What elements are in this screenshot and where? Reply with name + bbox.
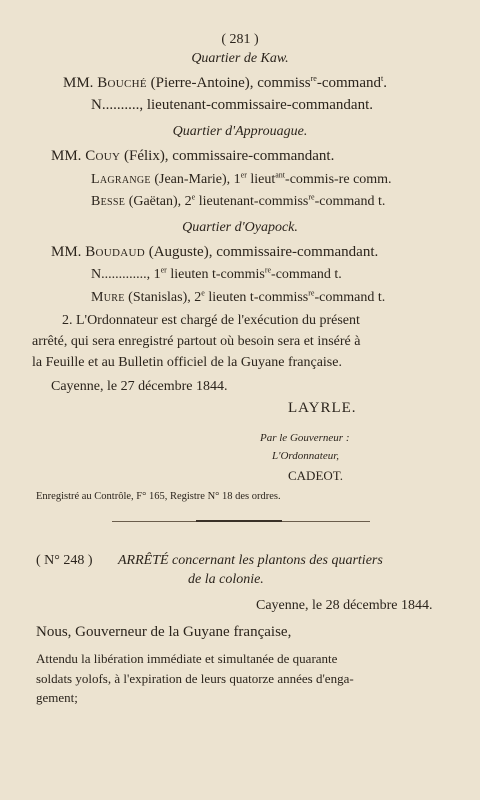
registration-note: Enregistré au Contrôle, F° 165, Registre N° 18 des ordres. <box>36 491 281 502</box>
section-heading-kaw: Quartier de Kaw. <box>191 51 289 66</box>
entry-bouche: MM. Bouché (Pierre-Antoine), commiss$^{re}$-command$^t$. <box>63 74 387 91</box>
separator-rule-center <box>196 520 282 522</box>
section-heading-approuague: Quartier d'Approuague. <box>172 124 308 139</box>
par-le-gouverneur: Par le Gouverneur : <box>260 432 350 444</box>
entry-oyapock-lieutenant: N............., 1er lieuten t-commis$^{re}$-command t. <box>91 265 342 282</box>
date-27-december: Cayenne, le 27 décembre 1844. <box>51 379 228 394</box>
attendu-line-3: gement; <box>36 690 78 705</box>
ordonnateur-label: L'Ordonnateur, <box>272 450 340 462</box>
arrete-title-line-2: de la colonie. <box>188 572 264 587</box>
article2-line-2: arrêté, qui sera enregistré partout où besoin sera et inséré à <box>32 334 361 349</box>
entry-lagrange: Lagrange (Jean-Marie), 1er lieut$^{ant}$-commis-re comm. <box>91 170 392 187</box>
article2-line-1: 2. L'Ordonnateur est chargé de l'exécution du présent <box>62 313 360 328</box>
date-28-december: Cayenne, le 28 décembre 1844. <box>256 598 433 613</box>
entry-besse: Besse (Gaëtan), 2e lieutenant-commiss$^{re}$-command t. <box>91 192 386 209</box>
entry-couy: MM. Couy (Félix), commissaire-commandant. <box>51 148 335 164</box>
entry-boudaud: MM. Boudaud (Auguste), commissaire-commandant. <box>51 244 379 260</box>
entry-mure: Mure (Stanislas), 2e lieuten t-commiss$^{re}$-command t. <box>91 288 386 305</box>
attendu-line-1: Attendu la libération immédiate et simultanée de quarante <box>36 651 338 666</box>
arrete-title-line-1: ARRÊTÉ concernant les plantons des quartiers <box>118 553 383 568</box>
signature-layrle: LAYRLE. <box>288 400 357 416</box>
section-heading-oyapock: Quartier d'Oyapock. <box>182 220 298 235</box>
nous-gouverneur: Nous, Gouverneur de la Guyane française, <box>36 624 292 640</box>
attendu-line-2: soldats yolofs, à l'expiration de leurs quatorze années d'enga- <box>36 671 354 686</box>
signature-cadeot: CADEOT. <box>288 468 344 483</box>
arrete-number: ( N° 248 ) <box>36 553 93 568</box>
article2-line-3: la Feuille et au Bulletin officiel de la Guyane française. <box>32 355 342 370</box>
page-number: ( 281 ) <box>221 32 259 47</box>
entry-kaw-lieutenant: N.........., lieutenant-commissaire-commandant. <box>91 97 374 113</box>
